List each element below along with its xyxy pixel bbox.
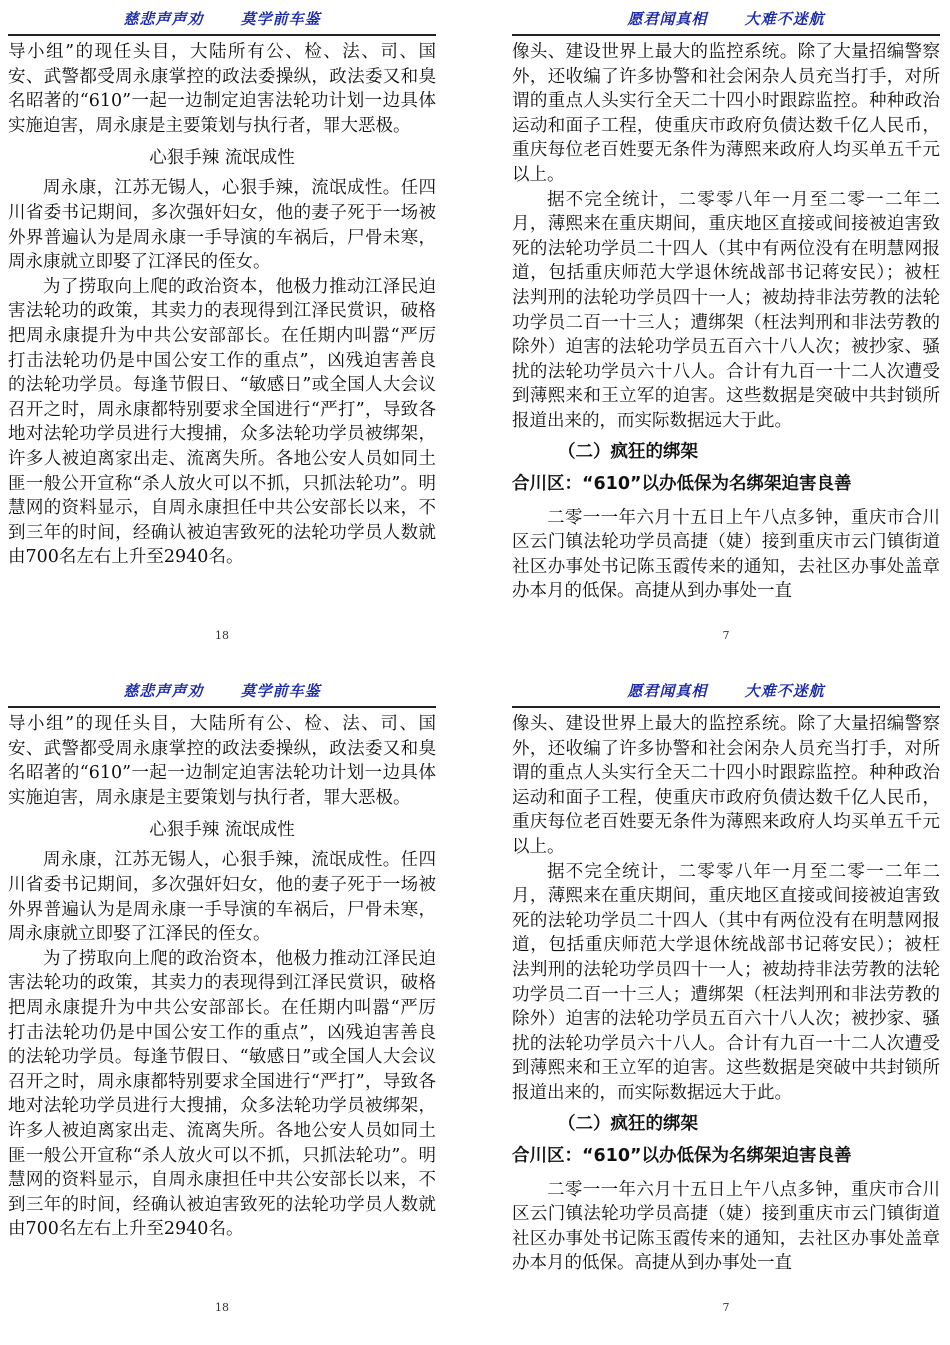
paragraph: 二零一一年六月十五日上午八点多钟，重庆市合川区云门镇法轮功学员高捷（婕）接到重庆市云门镇街道社区办事处书记陈玉霞传来的通知，去社区办事处盖章办本月的低保。高捷从到办事处一直 bbox=[512, 1179, 940, 1274]
running-header: 愿君闻真相 大难不迷航 bbox=[512, 672, 940, 708]
paragraph: 像头、建设世界上最大的监控系统。除了大量招编警察外，还收编了许多协警和社会闲杂人员充当打手，对所谓的重点人头实行全天二十四小时跟踪监控。种种政治运动和面子工程，使重庆市政府负债达数千亿人民币，重庆每位老百姓要无条件为薄熙来政府人均买单五千元以上。 bbox=[512, 714, 940, 857]
page-left bbox=[8, 0, 436, 672]
page-number: 18 bbox=[215, 1301, 229, 1314]
paragraph: 二零一一年六月十五日上午八点多钟，重庆市合川区云门镇法轮功学员高捷（婕）接到重庆市云门镇街道社区办事处书记陈玉霞传来的通知，去社区办事处盖章办本月的低保。高捷从到办事处一直 bbox=[512, 507, 940, 602]
paragraph: 导小组”的现任头目，大陆所有公、检、法、司、国安、武警都受周永康掌控的政法委操纵，政法委又和臭名昭著的“610”一起一边制定迫害法轮功计划一边具体实施迫害，周永康是主要策划与执行者，罪大恶极。 bbox=[8, 42, 436, 136]
running-header: 愿君闻真相 大难不迷航 bbox=[512, 0, 940, 36]
page-right bbox=[512, 0, 940, 672]
page-right bbox=[512, 672, 940, 1344]
page-body bbox=[8, 36, 436, 570]
page-number: 7 bbox=[722, 1301, 730, 1314]
page-body bbox=[512, 36, 940, 604]
running-header: 慈悲声声劝 莫学前车鉴 bbox=[8, 672, 436, 708]
paragraph: 据不完全统计，二零零八年一月至二零一二年二月，薄熙来在重庆期间，重庆地区直接或间接被迫害致死的法轮功学员二十四人（其中有两位没有在明慧网报道，包括重庆师范大学退休统战部书记蒋安民）；被枉法判刑的法轮功学员四十一人；被劫持非法劳教的法轮功学员二百一十三人；遭绑架（枉法判刑和非法劳教的除外）迫害的法轮功学员五百六十八人次；被抄家、骚扰的法轮功学员六十八人。合计有九百一十二人次遭受到薄熙来和王立军的迫害。这些数据是突破中共封锁所报道出来的，而实际数据远大于此。 bbox=[512, 861, 940, 1103]
paragraph: 为了捞取向上爬的政治资本，他极力推动江泽民迫害法轮功的政策，其卖力的表现得到江泽民赏识，破格把周永康提升为中共公安部部长。在任期内叫嚣“严厉打击法轮功仍是中国公安工作的重点”，凶残迫害善良的法轮功学员。每逢节假日、“敏感日”或全国人大会议召开之时，周永康都特别要求全国进行“严打”，导致各地对法轮功学员进行大搜捕，众多法轮功学员被绑架，许多人被迫离家出走、流离失所。各地公安人员如同土匪一般公开宣称“杀人放火可以不抓，只抓法轮功”。明慧网的资料显示，自周永康担任中共公安部长以来，不到三年的时间，经确认被迫害致死的法轮功学员人数就由700名左右上升至2940名。 bbox=[8, 276, 436, 568]
section-title: 心狠手辣 流氓成性 bbox=[149, 148, 295, 169]
page-number: 7 bbox=[722, 629, 730, 642]
paragraph: 导小组”的现任头目，大陆所有公、检、法、司、国安、武警都受周永康掌控的政法委操纵，政法委又和臭名昭著的“610”一起一边制定迫害法轮功计划一边具体实施迫害，周永康是主要策划与执行者，罪大恶极。 bbox=[8, 714, 436, 808]
page-number: 18 bbox=[215, 629, 229, 642]
page-left bbox=[8, 672, 436, 1344]
district-title: 合川区：“610”以办低保为名绑架迫害良善 bbox=[512, 473, 852, 494]
running-header: 慈悲声声劝 莫学前车鉴 bbox=[8, 0, 436, 36]
section-title: （二）疯狂的绑架 bbox=[558, 1113, 698, 1134]
sheet-bottom bbox=[0, 672, 950, 1344]
district-title: 合川区：“610”以办低保为名绑架迫害良善 bbox=[512, 1145, 852, 1166]
paragraph: 为了捞取向上爬的政治资本，他极力推动江泽民迫害法轮功的政策，其卖力的表现得到江泽民赏识，破格把周永康提升为中共公安部部长。在任期内叫嚣“严厉打击法轮功仍是中国公安工作的重点”，凶残迫害善良的法轮功学员。每逢节假日、“敏感日”或全国人大会议召开之时，周永康都特别要求全国进行“严打”，导致各地对法轮功学员进行大搜捕，众多法轮功学员被绑架，许多人被迫离家出走、流离失所。各地公安人员如同土匪一般公开宣称“杀人放火可以不抓，只抓法轮功”。明慧网的资料显示，自周永康担任中共公安部长以来，不到三年的时间，经确认被迫害致死的法轮功学员人数就由700名左右上升至2940名。 bbox=[8, 948, 436, 1240]
paragraph: 周永康，江苏无锡人，心狠手辣，流氓成性。任四川省委书记期间，多次强奸妇女，他的妻子死于一场被外界普遍认为是周永康一手导演的车祸后，尸骨未寒，周永康就立即娶了江泽民的侄女。 bbox=[8, 178, 436, 273]
section-title: （二）疯狂的绑架 bbox=[558, 441, 698, 462]
page-body bbox=[8, 708, 436, 1242]
paragraph: 周永康，江苏无锡人，心狠手辣，流氓成性。任四川省委书记期间，多次强奸妇女，他的妻子死于一场被外界普遍认为是周永康一手导演的车祸后，尸骨未寒，周永康就立即娶了江泽民的侄女。 bbox=[8, 850, 436, 945]
sheet-top bbox=[0, 0, 950, 672]
paragraph: 据不完全统计，二零零八年一月至二零一二年二月，薄熙来在重庆期间，重庆地区直接或间接被迫害致死的法轮功学员二十四人（其中有两位没有在明慧网报道，包括重庆师范大学退休统战部书记蒋安民）；被枉法判刑的法轮功学员四十一人；被劫持非法劳教的法轮功学员二百一十三人；遭绑架（枉法判刑和非法劳教的除外）迫害的法轮功学员五百六十八人次；被抄家、骚扰的法轮功学员六十八人。合计有九百一十二人次遭受到薄熙来和王立军的迫害。这些数据是突破中共封锁所报道出来的，而实际数据远大于此。 bbox=[512, 189, 940, 431]
page-body bbox=[512, 708, 940, 1276]
paragraph: 像头、建设世界上最大的监控系统。除了大量招编警察外，还收编了许多协警和社会闲杂人员充当打手，对所谓的重点人头实行全天二十四小时跟踪监控。种种政治运动和面子工程，使重庆市政府负债达数千亿人民币，重庆每位老百姓要无条件为薄熙来政府人均买单五千元以上。 bbox=[512, 42, 940, 185]
section-title: 心狠手辣 流氓成性 bbox=[149, 820, 295, 841]
